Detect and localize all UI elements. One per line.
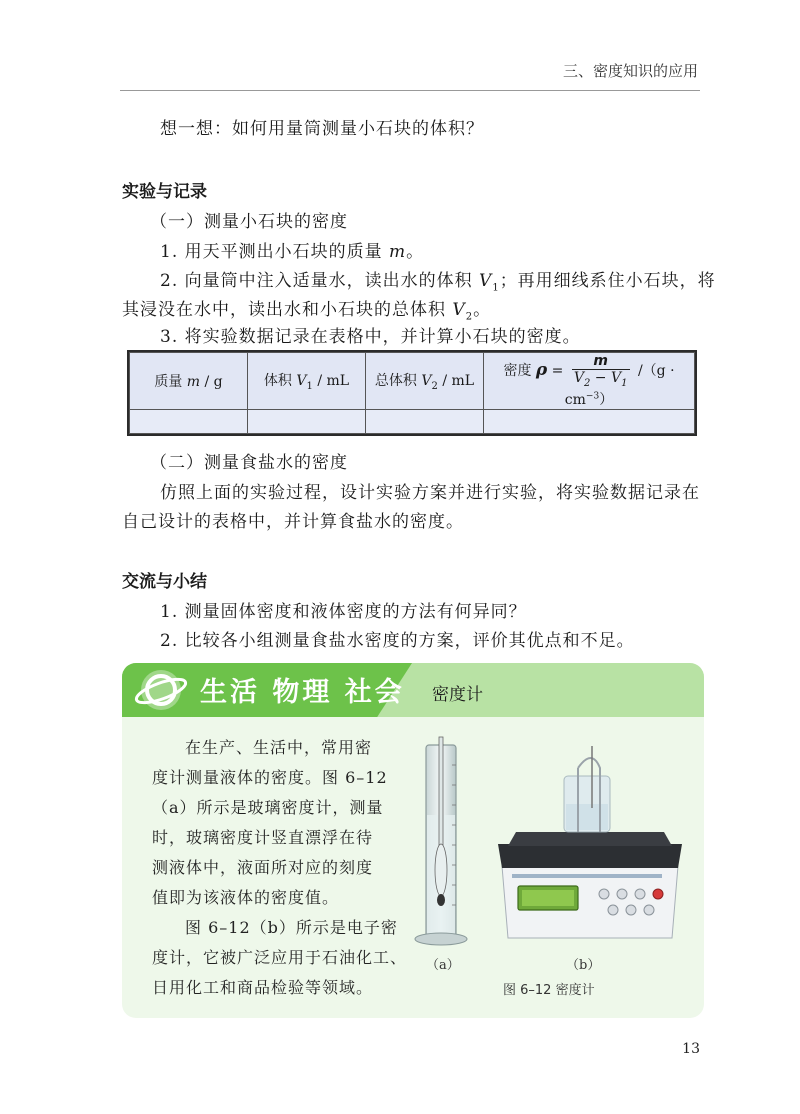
- density-formula: $\frac{m}{V_2 - V_1}$: [573, 353, 628, 389]
- summary-item-1: 1. 测量固体密度和液体密度的方法有何异同？: [160, 602, 527, 622]
- cell-density: [484, 409, 695, 433]
- cell-mass: [130, 409, 248, 433]
- box-line-1: 在生产、生活中，常用密: [185, 738, 373, 757]
- electronic-densimeter-image: [492, 738, 688, 948]
- banner-title: 生活 物理 社会: [200, 677, 405, 708]
- think-prompt: 想一想：如何用量筒测量小石块的体积？: [160, 119, 484, 139]
- section-heading-experiment: 实验与记录: [122, 182, 207, 202]
- step-2-line-2: 其浸没在水中，读出水和小石块的总体积 $V_2$。: [122, 300, 492, 323]
- part2-line-1: 仿照上面的实验过程，设计实验方案并进行实验，将实验数据记录在: [160, 483, 700, 503]
- label-a: （a）: [426, 958, 460, 973]
- col-header-total-volume: 总体积 $V_2$ / mL: [366, 353, 484, 410]
- step-1: 1. 用天平测出小石块的质量 m。: [160, 242, 425, 262]
- col-header-mass: 质量 m / g: [130, 353, 248, 410]
- box-line-5: 测液体中，液面所对应的刻度: [152, 858, 374, 877]
- part2-line-2: 自己设计的表格中，并计算食盐水的密度。: [122, 512, 464, 532]
- cell-volume: [248, 409, 366, 433]
- box-line-4: 时，玻璃密度计竖直漂浮在待: [152, 828, 374, 847]
- box-line-9: 日用化工和商品检验等领域。: [152, 978, 374, 997]
- cell-total-volume: [366, 409, 484, 433]
- box-line-8: 度计，它被广泛应用于石油化工、: [152, 948, 408, 967]
- planet-icon: [128, 664, 194, 716]
- header-divider: [120, 90, 700, 91]
- banner-subtitle: 密度计: [432, 685, 483, 705]
- step-3: 3. 将实验数据记录在表格中，并计算小石块的密度。: [160, 327, 581, 347]
- section-heading-summary: 交流与小结: [122, 572, 207, 592]
- part1-title: （一）测量小石块的密度: [150, 212, 348, 232]
- box-line-6: 值即为该液体的密度值。: [152, 888, 340, 907]
- figure-caption: 图 6–12 密度计: [503, 983, 595, 998]
- summary-item-2: 2. 比较各小组测量食盐水密度的方案，评价其优点和不足。: [160, 631, 635, 651]
- col-header-volume: 体积 $V_1$ / mL: [248, 353, 366, 410]
- box-line-3: （a）所示是玻璃密度计，测量: [152, 798, 384, 817]
- page-number: 13: [682, 1041, 700, 1057]
- glass-hydrometer-image: [412, 735, 472, 950]
- col-header-density: 密度 ρ = $\frac{m}{V_2 - V_1}$ $/(g \cdot cm^{-3})$: [484, 353, 695, 410]
- record-table: [127, 350, 697, 436]
- box-line-7: 图 6–12（b）所示是电子密: [185, 918, 398, 937]
- part2-title: （二）测量食盐水的密度: [150, 453, 348, 473]
- step-2-line-1: 2. 向量筒中注入适量水，读出水的体积 $V_1$；再用细线系住小石块，将: [160, 271, 716, 294]
- chapter-title: 三、密度知识的应用: [562, 62, 698, 80]
- label-b: （b）: [566, 958, 601, 973]
- box-line-2: 度计测量液体的密度。图 6–12: [152, 768, 388, 787]
